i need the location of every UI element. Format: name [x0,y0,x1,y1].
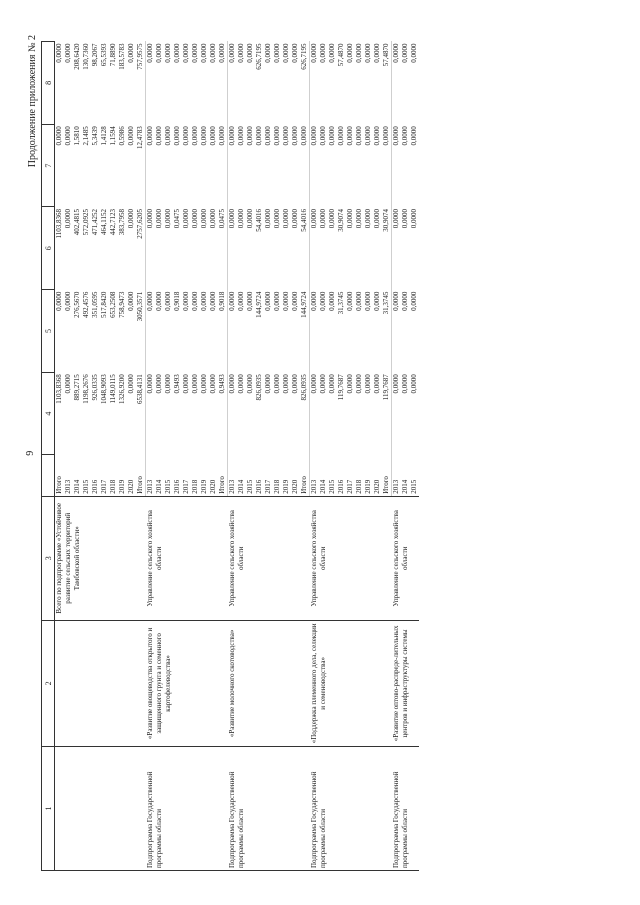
amount-cell: 757,9575 [136,43,144,70]
amount-cell: 0,0000 [200,208,208,228]
year-cell: 2020 [291,479,299,494]
amount-cell: 0,5986 [118,125,126,146]
amount-cell: 0,0000 [264,43,272,63]
amount-cell: 0,0000 [401,291,409,311]
amount-cell: 0,0000 [155,125,163,146]
year-cell: 2018 [191,479,199,494]
year-cell: 2015 [82,479,90,494]
year-cell: 2020 [209,479,217,494]
year-cell: 2014 [73,479,81,494]
amount-cell: 0,0000 [164,125,172,146]
amount-cell: 0,0000 [282,43,290,63]
amount-cell: 0,0000 [209,125,217,146]
amount-cell: 0,0000 [209,373,217,394]
amount-cell: 0,0000 [228,124,238,207]
year-cell: 2019 [364,479,372,494]
amount-cell: 1149,0115 [109,373,117,404]
amount-cell: 0,0000 [310,206,320,289]
year-cell: 2016 [173,479,181,494]
amount-cell: 98,2067 [91,43,99,66]
rotated-page-content [25,23,615,883]
amount-cell: 0,0000 [282,373,290,394]
row-header-subprogram-name: «Развитие оптово-распреде-лительных центров и инфраструктуры системы [392,620,420,746]
amount-cell: 471,4252 [91,208,99,235]
amount-cell: 1,1594 [109,125,117,146]
year-cell: 2014 [237,479,245,494]
amount-cell: 0,0000 [310,372,320,455]
amount-cell: 54,4016 [255,208,263,232]
year-cell: 2014 [155,479,163,494]
amount-cell: 0,0000 [246,373,254,394]
amount-cell: 0,0000 [228,372,238,455]
amount-cell: 0,0000 [127,291,135,311]
row-header-subprogram-name: «Поддержка племенного дела, селекции и семеноводства» [310,620,392,746]
amount-cell: 144,9724 [300,291,308,318]
row-header-executor: Управление сельского хозяйства области [392,496,420,620]
amount-cell: 0,0000 [164,373,172,394]
amount-cell: 0,0000 [373,373,381,394]
amount-cell: 65,5393 [100,43,108,66]
amount-cell: 0,0000 [264,291,272,311]
amount-cell: 653,2508 [109,291,117,318]
amount-cell: 0,0000 [392,372,402,455]
amount-cell: 0,0000 [319,43,327,63]
amount-cell: 0,0000 [127,208,135,228]
amount-cell: 0,0000 [200,125,208,146]
amount-cell: 0,0000 [182,43,190,63]
year-cell: 2019 [118,479,126,494]
amount-cell: 0,0000 [155,291,163,311]
amount-cell: 57,4870 [337,43,345,66]
column-header: 2 [42,620,55,746]
amount-cell: 826,0935 [255,373,263,401]
year-cell: 2020 [127,479,135,494]
year-cell: 2017 [182,479,190,494]
amount-cell: 0,0000 [182,373,190,394]
amount-cell: 57,4870 [382,43,390,66]
amount-cell: 0,0000 [401,125,409,146]
row-header-subprogram-name [55,620,146,746]
year-cell: Итого [55,475,63,494]
amount-cell: 0,0000 [228,289,238,372]
year-cell: 2014 [401,479,409,494]
amount-cell: 0,0000 [328,291,336,311]
year-cell: 2014 [319,479,327,494]
year-cell: 2013 [392,454,402,495]
amount-cell: 1,4128 [100,125,108,146]
amount-cell: 0,0000 [328,125,336,146]
row-header-program-type: Подпрограмма Государственной программы области [392,746,420,870]
amount-cell: 0,0000 [218,125,226,146]
row-header-executor: Управление сельского хозяйства области [146,496,228,620]
amount-cell: 0,0000 [291,43,299,63]
amount-cell: 626,7195 [255,43,263,70]
amount-cell: 0,0000 [401,208,409,228]
amount-cell: 0,0000 [310,41,320,124]
amount-cell: 0,0000 [164,43,172,63]
amount-cell: 0,0000 [273,125,281,146]
amount-cell: 0,0000 [237,125,245,146]
column-header: 5 [42,289,55,372]
year-cell: 2017 [346,479,354,494]
column-header: 8 [42,41,55,124]
amount-cell: 0,0000 [319,291,327,311]
year-cell: 2015 [246,479,254,494]
amount-cell: 0,0000 [355,125,363,146]
amount-cell: 71,8890 [109,43,117,66]
amount-cell: 0,0000 [246,125,254,146]
amount-cell: 0,9018 [173,291,181,311]
amount-cell: 1103,8368 [55,373,63,404]
amount-cell: 1103,8368 [55,208,63,238]
amount-cell: 0,0000 [282,291,290,311]
amount-cell: 31,3745 [382,291,390,314]
column-header: 4 [42,372,55,455]
year-cell: Итого [136,475,144,494]
amount-cell: 0,0000 [127,125,135,146]
amount-cell: 926,0335 [91,373,99,401]
year-cell: 2017 [264,479,272,494]
table-header-row [42,41,55,870]
column-header: 3 [42,496,55,620]
amount-cell: 0,0000 [346,43,354,63]
amount-cell: 2757,6205 [136,208,144,239]
amount-cell: 0,0000 [410,291,418,311]
amount-cell: 0,0000 [355,208,363,228]
amount-cell: 0,0000 [173,43,181,63]
amount-cell: 0,0000 [191,208,199,228]
amount-cell: 0,0000 [364,291,372,311]
amount-cell: 0,0000 [355,373,363,394]
amount-cell: 0,0000 [282,125,290,146]
year-cell: 2015 [164,479,172,494]
column-header: 6 [42,206,55,289]
amount-cell: 0,0000 [164,208,172,228]
amount-cell: 0,0000 [182,208,190,228]
amount-cell: 0,0000 [346,125,354,146]
row-header-program-type: Подпрограмма Государственной программы области [146,746,228,870]
year-cell: 2016 [91,479,99,494]
amount-cell: 0,0000 [328,43,336,63]
amount-cell: 0,0000 [237,373,245,394]
amount-cell: 0,0000 [246,43,254,63]
amount-cell: 826,0935 [300,373,308,401]
column-header: 7 [42,124,55,207]
amount-cell: 0,9493 [173,373,181,394]
amount-cell: 2,1485 [82,125,90,146]
amount-cell: 0,0000 [364,43,372,63]
amount-cell: 0,0475 [218,208,226,228]
amount-cell: 0,0000 [64,208,72,228]
amount-cell: 0,0000 [255,125,263,146]
amount-cell: 0,0000 [146,372,156,455]
amount-cell: 0,0000 [200,291,208,311]
amount-cell: 0,0000 [228,41,238,124]
amount-cell: 0,0000 [291,291,299,311]
amount-cell: 351,0595 [91,291,99,318]
amount-cell: 0,0000 [392,289,402,372]
amount-cell: 0,0000 [146,289,156,372]
amount-cell: 0,0000 [173,125,181,146]
table-row [392,41,402,870]
amount-cell: 0,0000 [319,208,327,228]
year-cell: 2018 [273,479,281,494]
amount-cell: 383,7958 [118,208,126,235]
amount-cell: 1326,9200 [118,373,126,404]
year-cell: 2018 [109,479,117,494]
amount-cell: 0,0000 [237,291,245,311]
amount-cell: 0,0000 [355,43,363,63]
amount-cell: 0,0000 [392,206,402,289]
amount-cell: 0,0000 [209,43,217,63]
year-cell: 2016 [337,479,345,494]
amount-cell: 0,0000 [373,291,381,311]
amount-cell: 517,8420 [100,291,108,318]
amount-cell: 0,0000 [410,43,418,63]
amount-cell: 626,7195 [300,43,308,70]
table-row [310,41,320,870]
amount-cell: 0,0000 [328,373,336,394]
amount-cell: 0,0000 [264,373,272,394]
amount-cell: 0,0000 [191,373,199,394]
amount-cell: 0,0000 [164,291,172,311]
amount-cell: 0,0000 [155,208,163,228]
amount-cell: 0,0000 [273,208,281,228]
amount-cell: 0,0000 [401,373,409,394]
amount-cell: 119,7687 [337,373,345,400]
amount-cell: 402,4815 [73,208,81,235]
amount-cell: 1,5810 [73,125,81,146]
amount-cell: 0,0000 [228,206,238,289]
year-cell: 2019 [282,479,290,494]
amount-cell: 0,0000 [364,125,372,146]
amount-cell: 0,0000 [246,208,254,228]
amount-cell: 0,0000 [191,43,199,63]
amount-cell: 0,0000 [182,291,190,311]
amount-cell: 0,0000 [146,206,156,289]
amount-cell: 0,0000 [382,125,390,146]
amount-cell: 0,0000 [410,208,418,228]
amount-cell: 0,0000 [55,125,63,146]
amount-cell: 0,0000 [64,43,72,63]
amount-cell: 0,0000 [191,291,199,311]
amount-cell: 276,5670 [73,291,81,318]
column-header [42,454,55,495]
row-header-executor: Управление сельского хозяйства области [228,496,310,620]
amount-cell: 0,0000 [328,208,336,228]
year-cell: Итого [300,475,308,494]
amount-cell: 0,0000 [182,125,190,146]
column-header: 1 [42,746,55,870]
amount-cell: 0,0000 [310,289,320,372]
amount-cell: 0,0000 [55,291,63,311]
amount-cell: 0,0000 [64,125,72,146]
amount-cell: 0,0000 [401,43,409,63]
amount-cell: 0,0000 [55,43,63,63]
amount-cell: 0,0000 [282,208,290,228]
amount-cell: 54,4016 [300,208,308,232]
amount-cell: 12,4783 [136,125,144,149]
amount-cell: 572,0925 [82,208,90,235]
amount-cell: 0,0000 [155,373,163,394]
amount-cell: 0,0000 [237,208,245,228]
amount-cell: 30,9074 [337,208,345,232]
row-header-subprogram-name: «Развитие овощеводства открытого и защищенного грунта и семенного картофелеводства» [146,620,228,746]
amount-cell: 0,0000 [146,124,156,207]
amount-cell: 3050,3571 [136,291,144,321]
amount-cell: 30,9074 [382,208,390,232]
amount-cell: 183,5783 [118,43,126,70]
amount-cell: 0,0000 [237,43,245,63]
amount-cell: 0,0475 [173,208,181,228]
amount-cell: 130,7360 [82,43,90,70]
amount-cell: 1198,2676 [82,373,90,404]
row-header-program-type: Подпрограмма Государственной программы области [310,746,392,870]
amount-cell: 0,0000 [373,43,381,63]
amount-cell: 0,0000 [346,208,354,228]
amount-cell: 0,0000 [146,41,156,124]
continuation-heading: Продолжение приложения № 2 [27,34,38,167]
year-cell: Итого [218,475,226,494]
amount-cell: 464,1152 [100,208,108,235]
amount-cell: 0,0000 [410,125,418,146]
amount-cell: 0,0000 [64,291,72,311]
amount-cell: 0,0000 [64,373,72,394]
amount-cell: 0,0000 [218,43,226,63]
table-row [228,41,238,870]
amount-cell: 0,0000 [291,373,299,394]
amount-cell: 0,0000 [364,373,372,394]
amount-cell: 442,7123 [109,208,117,235]
amount-cell: 0,0000 [319,125,327,146]
year-cell: 2013 [64,479,72,494]
amount-cell: 0,0000 [364,208,372,228]
amount-cell: 889,2715 [73,373,81,401]
amount-cell: 144,9724 [255,291,263,318]
year-cell: 2013 [146,454,156,495]
year-cell: 2016 [255,479,263,494]
amount-cell: 208,6420 [73,43,81,70]
amount-cell: 5,3439 [91,125,99,146]
amount-cell: 0,0000 [273,43,281,63]
amount-cell: 119,7687 [382,373,390,400]
program-funding-table [41,41,419,871]
amount-cell: 31,3745 [337,291,345,314]
amount-cell: 0,0000 [300,125,308,146]
amount-cell: 0,0000 [209,291,217,311]
year-cell: 2013 [228,454,238,495]
amount-cell: 0,0000 [291,125,299,146]
year-cell: 2015 [410,479,418,494]
amount-cell: 0,0000 [155,43,163,63]
table-row [55,41,65,870]
row-header-subprogram-name: «Развитие молочного скотоводства» [228,620,310,746]
amount-cell: 6538,4131 [136,373,144,404]
amount-cell: 0,0000 [346,291,354,311]
amount-cell: 0,0000 [200,43,208,63]
row-header-executor: Всего по подпрограмме «Устойчивое развитие сельских территорий Тамбовской области» [55,496,146,620]
row-header-program-type [55,746,146,870]
amount-cell: 0,0000 [310,124,320,207]
amount-cell: 758,9473 [118,291,126,318]
year-cell: Итого [382,475,390,494]
amount-cell: 0,0000 [264,125,272,146]
amount-cell: 492,4576 [82,291,90,318]
year-cell: 2020 [373,479,381,494]
amount-cell: 0,0000 [273,373,281,394]
table-row [146,41,156,870]
amount-cell: 0,0000 [392,124,402,207]
amount-cell: 0,0000 [273,291,281,311]
amount-cell: 0,0000 [200,373,208,394]
year-cell: 2015 [328,479,336,494]
amount-cell: 0,0000 [410,373,418,394]
page-number: 9 [25,449,36,456]
amount-cell: 0,0000 [246,291,254,311]
amount-cell: 1048,9093 [100,373,108,404]
amount-cell: 0,0000 [209,208,217,228]
amount-cell: 0,0000 [373,208,381,228]
amount-cell: 0,0000 [346,373,354,394]
table-body [55,41,420,870]
year-cell: 2013 [310,454,320,495]
amount-cell: 0,0000 [191,125,199,146]
amount-cell: 0,0000 [319,373,327,394]
amount-cell: 0,0000 [373,125,381,146]
row-header-program-type: Подпрограмма Государственной программы области [228,746,310,870]
row-header-executor: Управление сельского хозяйства области [310,496,392,620]
amount-cell: 0,9018 [218,291,226,311]
year-cell: 2018 [355,479,363,494]
amount-cell: 0,9493 [218,373,226,394]
amount-cell: 0,0000 [392,41,402,124]
year-cell: 2017 [100,479,108,494]
amount-cell: 0,0000 [127,43,135,63]
amount-cell: 0,0000 [127,373,135,394]
amount-cell: 0,0000 [264,208,272,228]
amount-cell: 0,0000 [337,125,345,146]
amount-cell: 0,0000 [291,208,299,228]
amount-cell: 0,0000 [355,291,363,311]
year-cell: 2019 [200,479,208,494]
